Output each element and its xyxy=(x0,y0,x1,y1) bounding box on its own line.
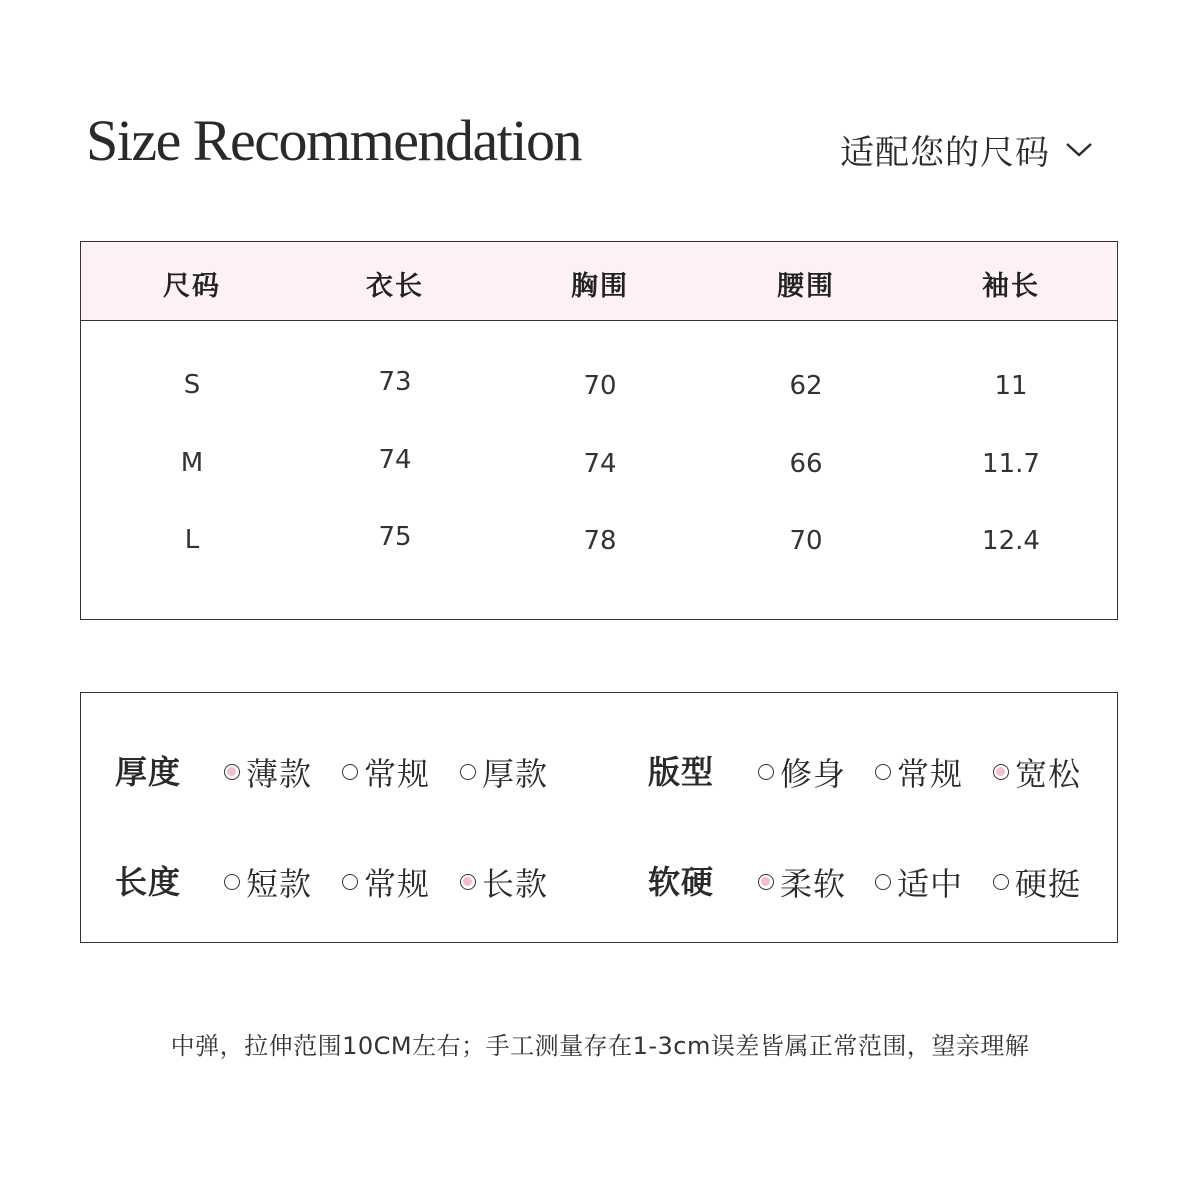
page-title: Size Recommendation xyxy=(86,108,581,173)
table-cell: 74 xyxy=(378,445,412,475)
fit-option[interactable] xyxy=(993,749,1081,795)
length-option[interactable] xyxy=(342,859,430,905)
radio-icon xyxy=(758,764,774,780)
table-cell: 70 xyxy=(789,526,823,556)
fit-option[interactable] xyxy=(875,749,963,795)
option-label: 柔软 xyxy=(780,865,847,903)
table-cell: L xyxy=(184,525,200,555)
table-cell: 75 xyxy=(378,522,412,552)
header-chest: 胸围 xyxy=(571,271,629,302)
chevron-down-icon xyxy=(1064,139,1094,159)
option-label: 宽松 xyxy=(1015,755,1082,793)
table-cell: 62 xyxy=(789,371,823,401)
radio-selected-icon xyxy=(758,874,774,890)
table-cell: 66 xyxy=(789,449,823,479)
option-label: 厚款 xyxy=(482,755,549,793)
table-header xyxy=(81,242,1117,321)
table-cell: M xyxy=(180,448,204,478)
option-label: 短款 xyxy=(246,865,313,903)
option-label: 常规 xyxy=(897,755,964,793)
softness-option[interactable] xyxy=(875,859,963,905)
option-label: 常规 xyxy=(364,865,431,903)
header-length: 衣长 xyxy=(366,271,424,302)
length-label: 长度 xyxy=(115,863,182,901)
radio-icon xyxy=(993,874,1009,890)
fit-option[interactable] xyxy=(758,749,846,795)
softness-label: 软硬 xyxy=(648,863,715,901)
option-label: 硬挺 xyxy=(1015,865,1082,903)
option-label: 修身 xyxy=(780,755,847,793)
thickness-option[interactable] xyxy=(224,749,312,795)
radio-icon xyxy=(875,874,891,890)
thickness-option[interactable] xyxy=(460,749,548,795)
option-label: 常规 xyxy=(364,755,431,793)
thickness-label: 厚度 xyxy=(115,753,182,791)
table-cell: S xyxy=(183,370,201,400)
table-cell: 70 xyxy=(583,371,617,401)
length-option[interactable] xyxy=(224,859,312,905)
table-cell: 73 xyxy=(378,367,412,397)
option-label: 适中 xyxy=(897,865,964,903)
option-label: 长款 xyxy=(482,865,549,903)
thickness-option[interactable] xyxy=(342,749,430,795)
softness-option[interactable] xyxy=(758,859,846,905)
fit-size-dropdown-label: 适配您的尺码 xyxy=(840,132,1050,173)
fit-label: 版型 xyxy=(648,753,715,791)
radio-icon xyxy=(342,874,358,890)
table-cell: 78 xyxy=(583,526,617,556)
header-waist: 腰围 xyxy=(777,271,835,302)
size-table xyxy=(80,241,1118,620)
footnote: 中弹，拉伸范围10CM左右；手工测量存在1-3cm误差皆属正常范围，望亲理解 xyxy=(170,1032,1030,1060)
fit-size-dropdown[interactable] xyxy=(840,126,1094,172)
radio-icon xyxy=(460,764,476,780)
radio-icon xyxy=(875,764,891,780)
header-size: 尺码 xyxy=(163,271,221,302)
table-cell: 11.7 xyxy=(982,449,1040,479)
radio-icon xyxy=(224,874,240,890)
table-cell: 11 xyxy=(994,371,1028,401)
length-option[interactable] xyxy=(460,859,548,905)
radio-selected-icon xyxy=(993,764,1009,780)
fabric-attributes-box xyxy=(80,692,1118,943)
radio-icon xyxy=(342,764,358,780)
table-cell: 12.4 xyxy=(982,526,1040,556)
header-sleeve: 袖长 xyxy=(982,271,1040,302)
radio-selected-icon xyxy=(224,764,240,780)
radio-selected-icon xyxy=(460,874,476,890)
table-cell: 74 xyxy=(583,449,617,479)
option-label: 薄款 xyxy=(246,755,313,793)
softness-option[interactable] xyxy=(993,859,1081,905)
